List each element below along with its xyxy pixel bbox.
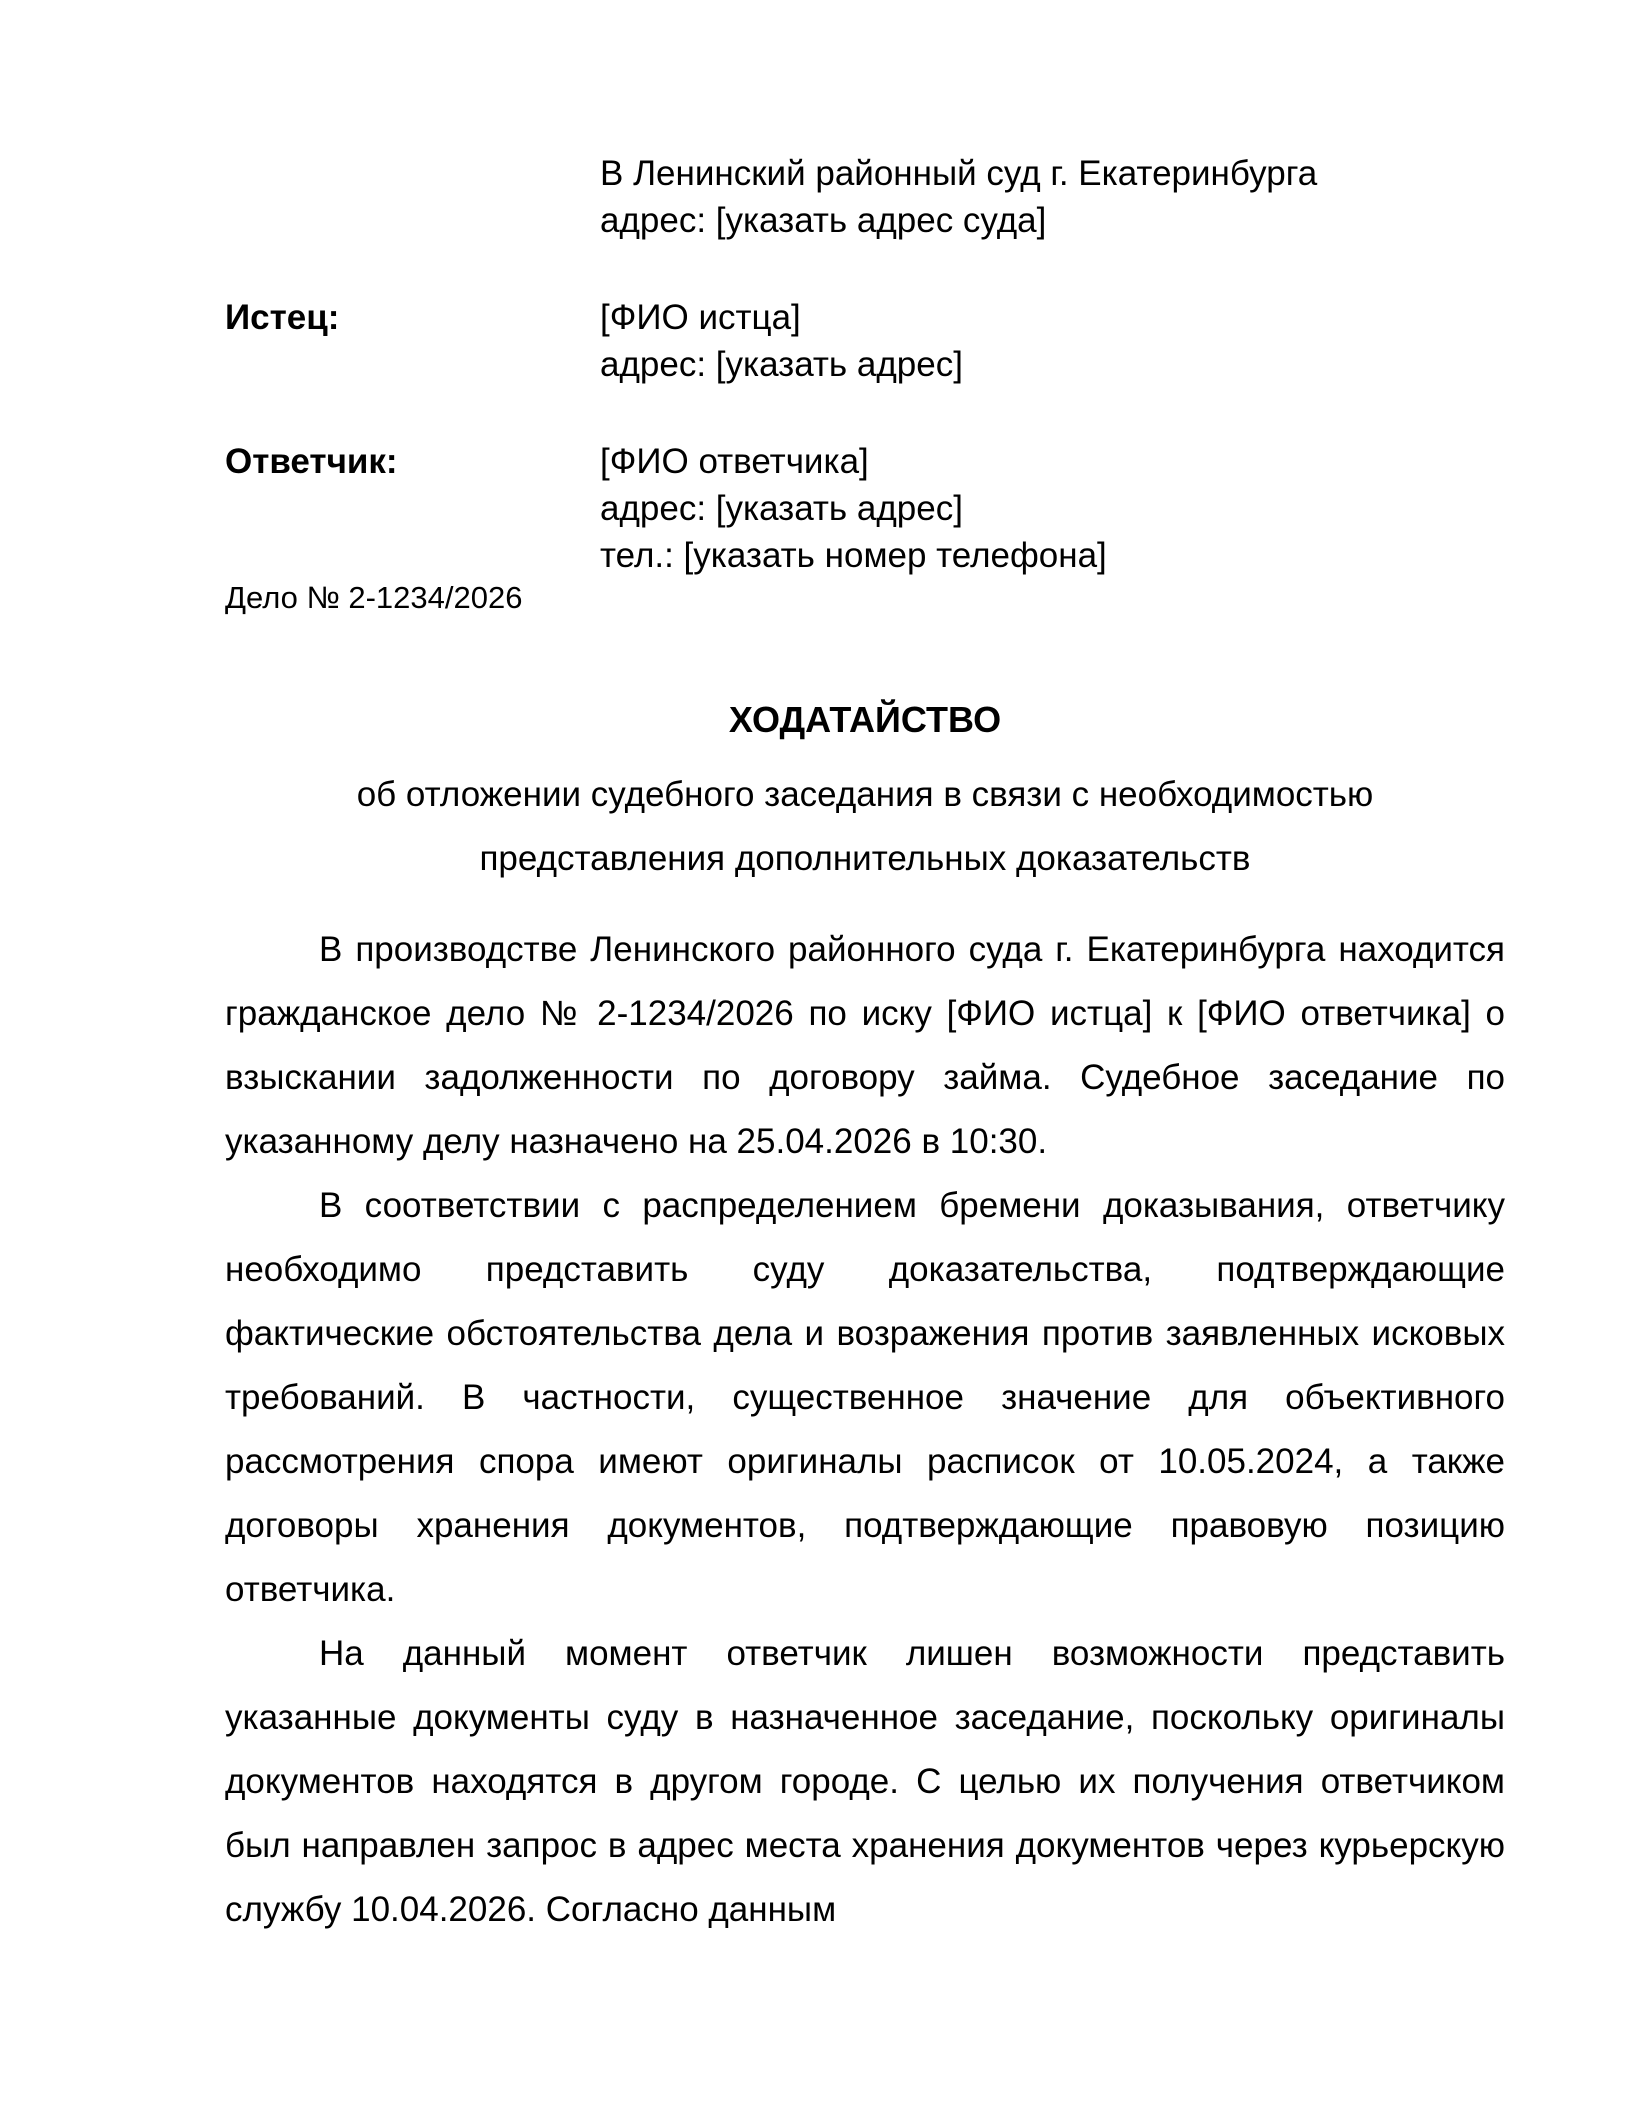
court-details — [600, 150, 1505, 244]
plaintiff-address: адрес: [указать адрес] — [600, 345, 963, 384]
defendant-name: [ФИО ответчика] — [600, 442, 869, 481]
document-header — [225, 150, 1505, 617]
defendant-label: Ответчик: — [225, 442, 398, 481]
defendant-block — [225, 438, 1505, 579]
defendant-address: адрес: [указать адрес] — [600, 489, 963, 528]
plaintiff-name: [ФИО истца] — [600, 298, 801, 337]
document-subtitle — [225, 763, 1505, 891]
defendant-details — [600, 438, 1505, 579]
court-address: адрес: [указать адрес суда] — [600, 201, 1047, 240]
document-body — [225, 918, 1505, 1942]
subtitle-line-1: об отложении судебного заседания в связи с необходимостью — [356, 775, 1374, 814]
court-name: В Ленинский районный суд г. Екатеринбурга — [600, 154, 1318, 193]
defendant-phone: тел.: [указать номер телефона] — [600, 536, 1107, 575]
body-paragraph-1: В производстве Ленинского районного суда г. Екатеринбурга находится гражданское дело № 2-1234/2026 по иску [ФИО истца] к [ФИО ответчика] о взыскании задолженности по договору займа. Судебное заседание по указанному делу назначено на 25.04.2026 в 10:30. — [225, 930, 1505, 1161]
plaintiff-details — [600, 294, 1505, 388]
court-block — [225, 150, 1505, 244]
subtitle-line-2: представления дополнительных доказательств — [479, 839, 1251, 878]
body-paragraph-3: На данный момент ответчик лишен возможности представить указанные документы суду в назначенное заседание, поскольку оригиналы документов находятся в другом городе. С целью их получения ответчиком был направлен запрос в адрес места хранения документов через курьерскую службу 10.04.2026. Согласно данным — [225, 1634, 1505, 1929]
plaintiff-block — [225, 294, 1505, 388]
court-label-spacer — [225, 150, 600, 244]
body-paragraph-2: В соответствии с распределением бремени доказывания, ответчику необходимо представить суду доказательства, подтверждающие фактические обстоятельства дела и возражения против заявленных исковых требований. В частности, существенное значение для объективного рассмотрения спора имеют оригиналы расписок от 10.05.2024, а также договоры хранения документов, подтверждающие правовую позицию ответчика. — [225, 1186, 1505, 1609]
document-title: ХОДАТАЙСТВО — [728, 699, 1002, 740]
plaintiff-label: Истец: — [225, 298, 340, 337]
case-number: Дело № 2-1234/2026 — [225, 580, 523, 615]
